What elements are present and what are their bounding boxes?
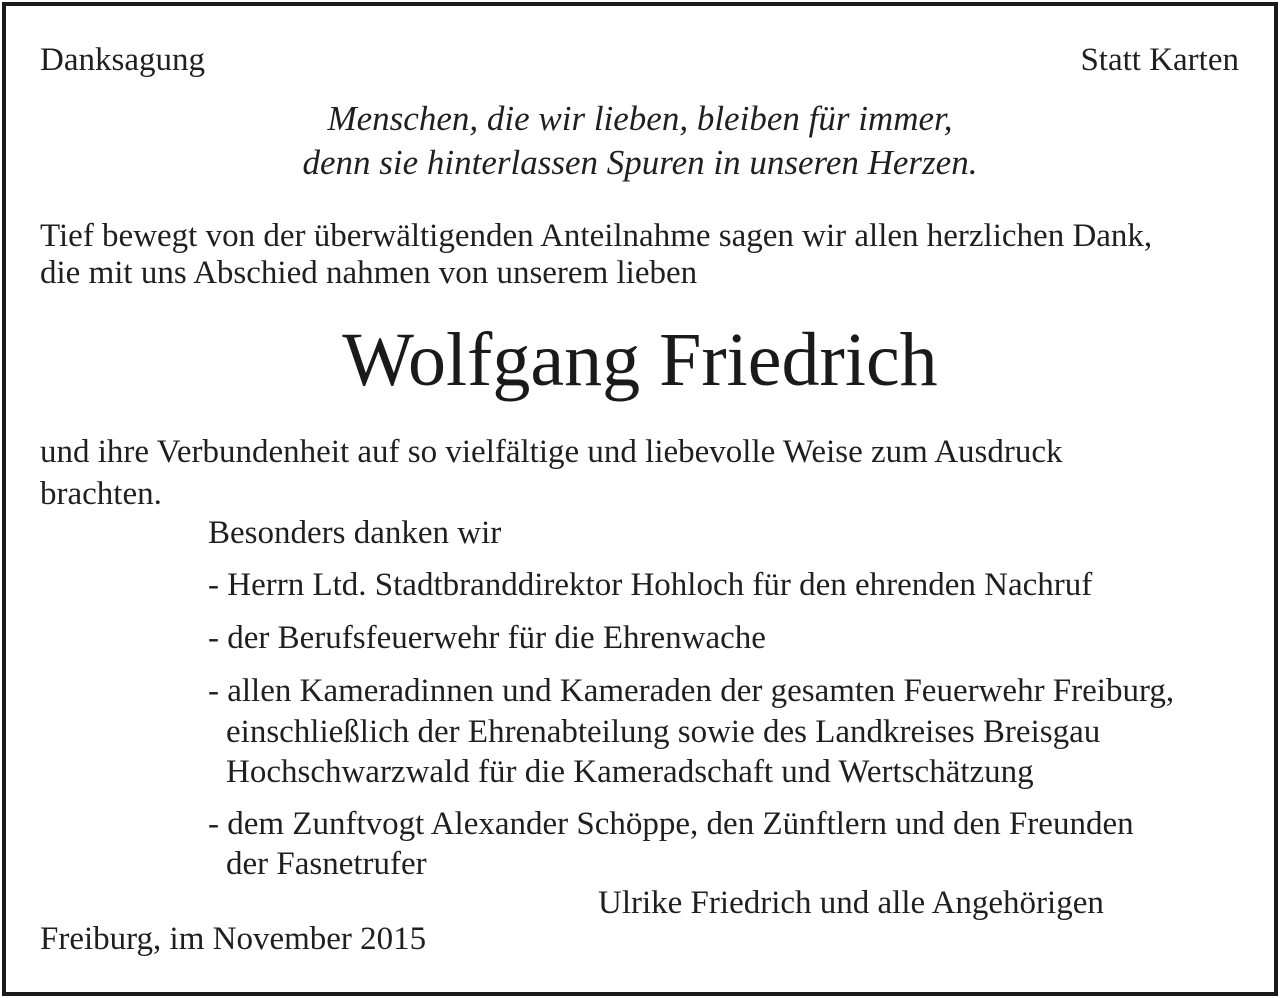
thanks-item-2: - der Berufsfeuerwehr für die Ehrenwache	[208, 620, 766, 656]
thanks-item-4-line-2: der Fasnetrufer	[226, 846, 427, 882]
header-left-label: Danksagung	[40, 42, 205, 78]
deceased-name: Wolfgang Friedrich	[342, 318, 938, 402]
intro-line-1: Tief bewegt von der überwältigenden Anteilnahme sagen wir allen herzlichen Dank,	[40, 218, 1153, 254]
thanks-heading: Besonders danken wir	[208, 515, 502, 551]
thanks-item-3-line-3: Hochschwarzwald für die Kameradschaft und Wertschätzung	[226, 754, 1034, 790]
thanks-item-1: - Herrn Ltd. Stadtbranddirektor Hohloch für den ehrenden Nachruf	[208, 567, 1093, 603]
intro-line-2: die mit uns Abschied nahmen von unserem lieben	[40, 255, 698, 291]
after-line-1: und ihre Verbundenheit auf so vielfältige und liebevolle Weise zum Ausdruck	[40, 434, 1063, 470]
place-date: Freiburg, im November 2015	[40, 921, 427, 957]
poem-line-1: Menschen, die wir lieben, bleiben für immer,	[327, 99, 953, 138]
signature: Ulrike Friedrich und alle Angehörigen	[598, 885, 1104, 921]
after-line-2: brachten.	[40, 476, 162, 512]
thanks-item-4-line-1: - dem Zunftvogt Alexander Schöppe, den Zünftlern und den Freunden	[208, 806, 1134, 842]
thanks-item-3-line-2: einschließlich der Ehrenabteilung sowie des Landkreises Breisgau	[226, 714, 1101, 750]
poem-line-2: denn sie hinterlassen Spuren in unseren Herzen.	[302, 143, 978, 182]
header-right-label: Statt Karten	[1080, 42, 1239, 78]
thanks-item-3-line-1: - allen Kameradinnen und Kameraden der gesamten Feuerwehr Freiburg,	[208, 673, 1175, 709]
